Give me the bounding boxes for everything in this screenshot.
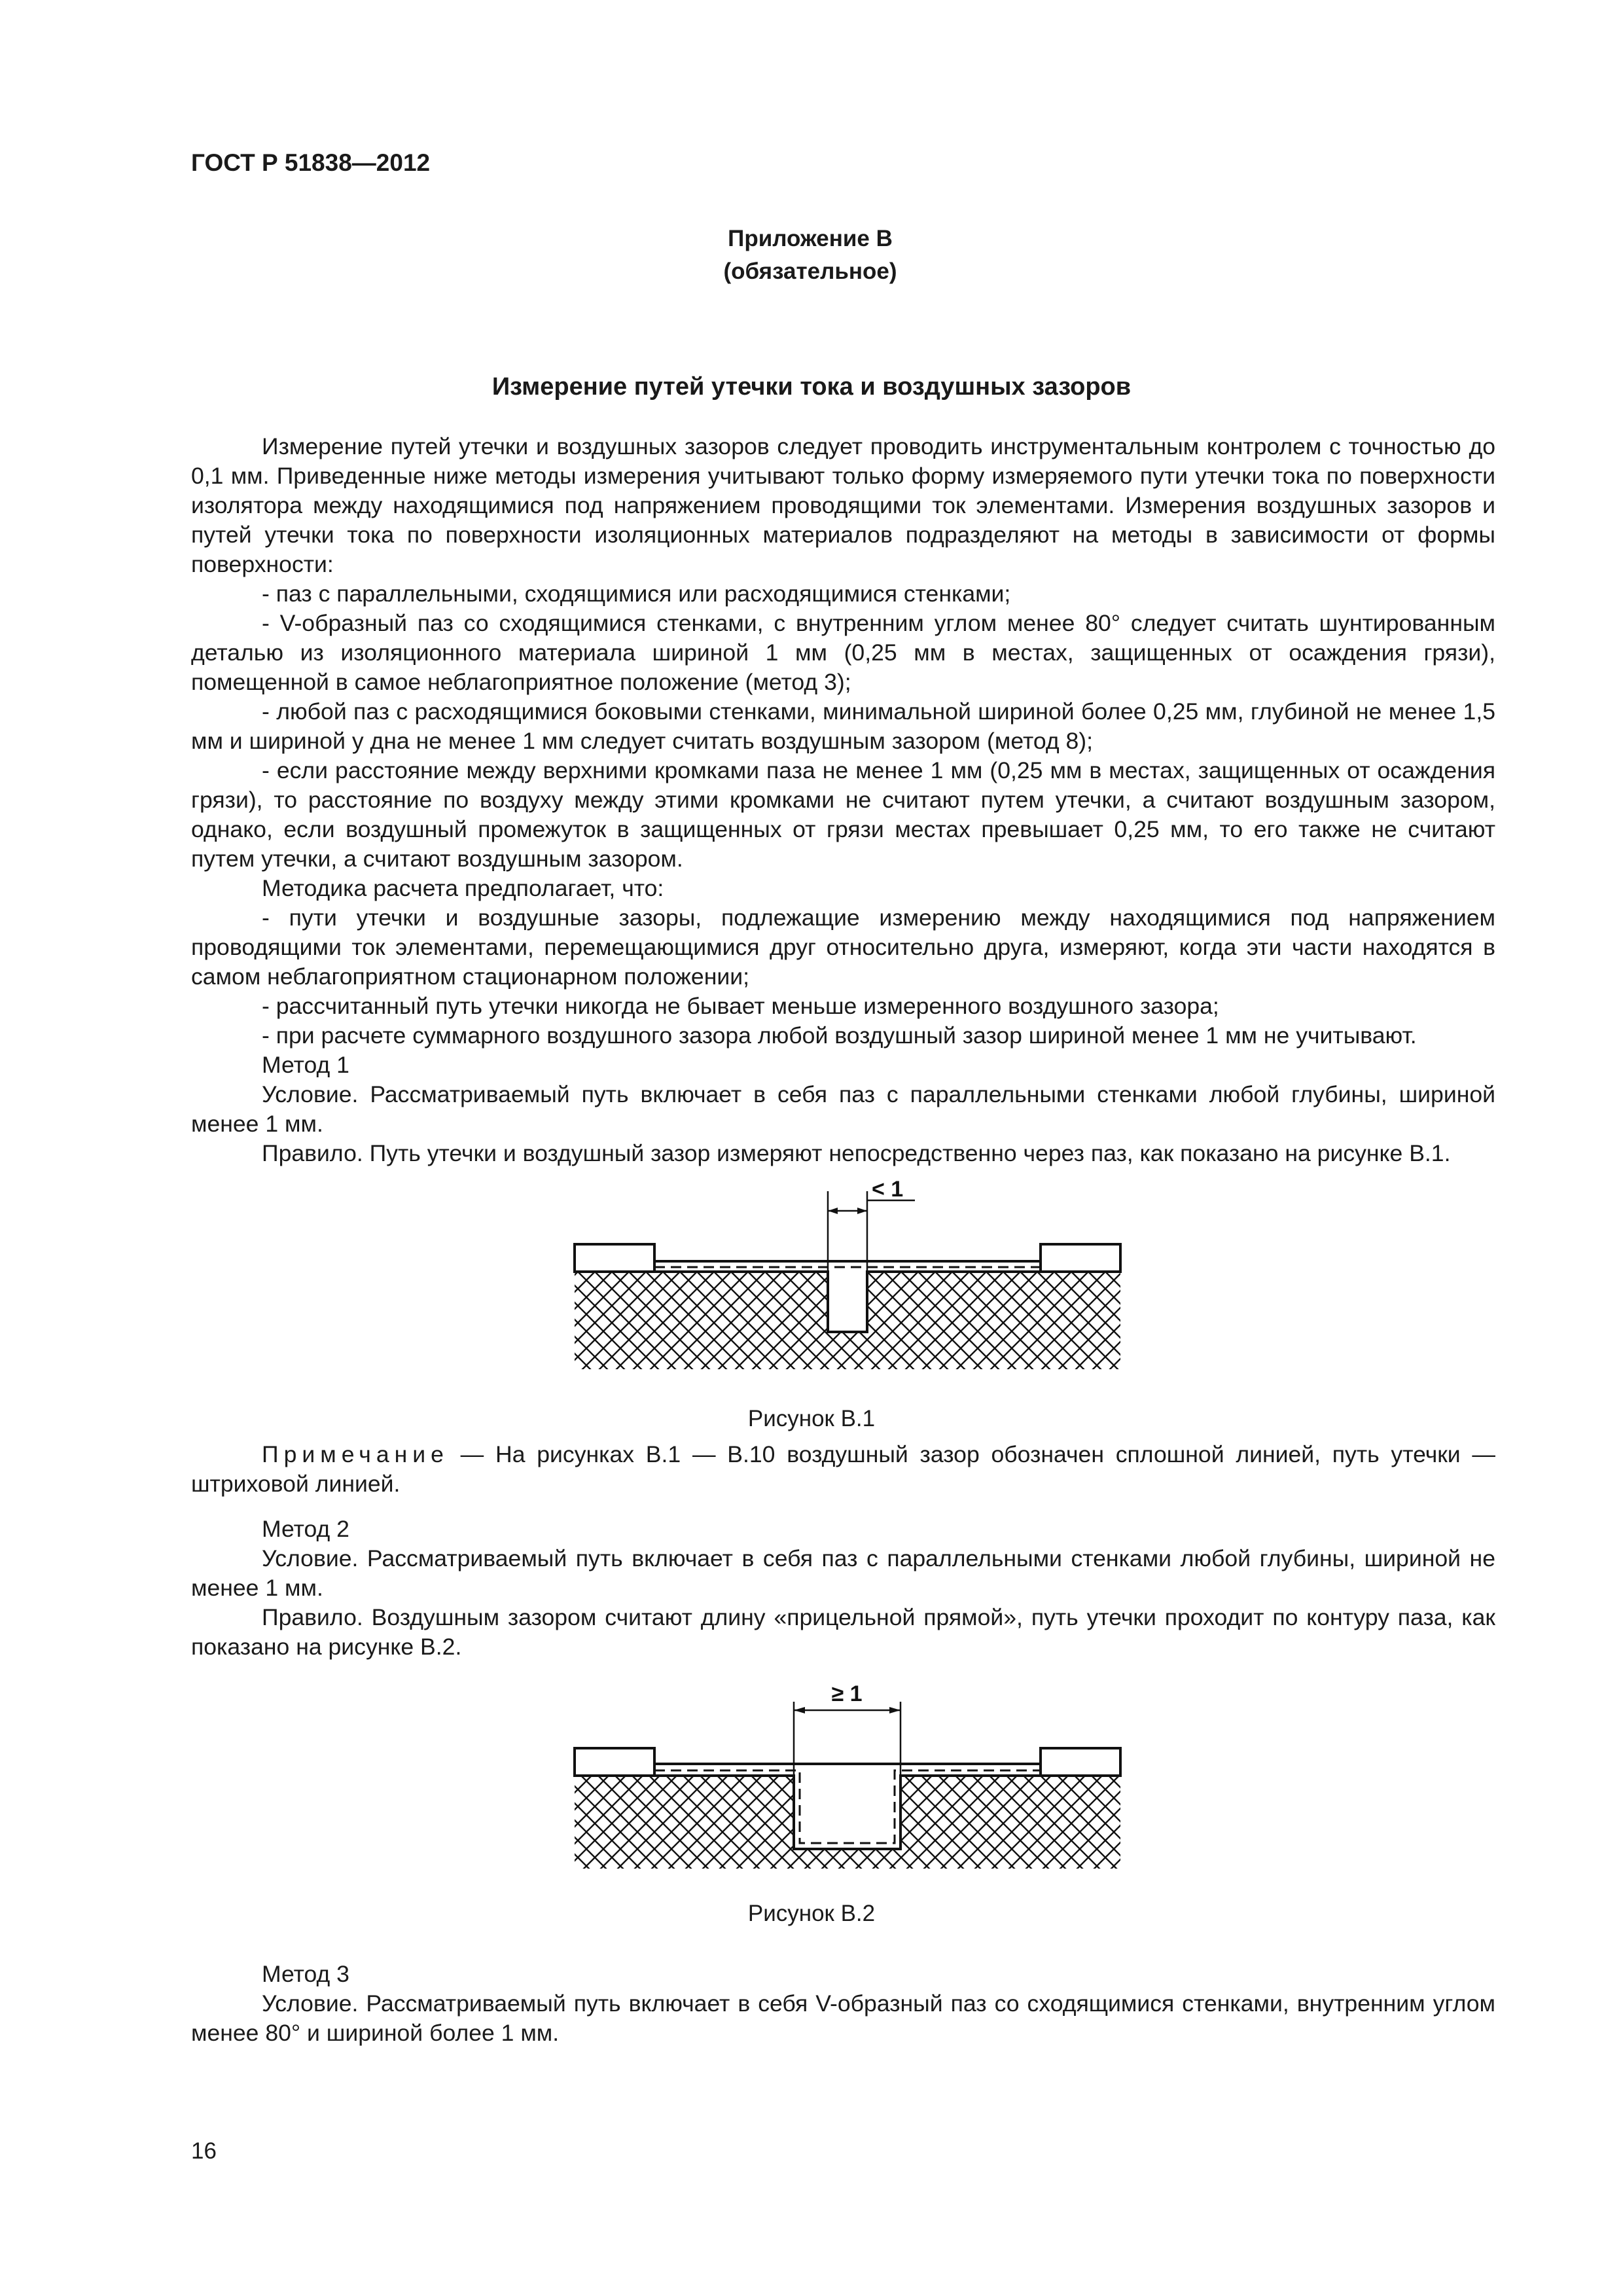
list-item: - рассчитанный путь утечки никогда не бывает меньше измеренного воздушного зазора;	[262, 993, 1219, 1019]
note-label: Примечание	[262, 1441, 449, 1467]
figure-b2-diagram	[569, 1679, 1126, 1875]
note-text: — На рисунках В.1 — В.10 воздушный зазор обозначен сплошной линией, путь утечки — штриховой линией.	[191, 1441, 1495, 1497]
figure-b1-diagram	[569, 1178, 1126, 1374]
figure-b1-caption: Рисунок В.1	[747, 1406, 876, 1431]
method-2-condition: Условие. Рассматриваемый путь включает в себя паз с параллельными стенками любой глубины, шириной не менее 1 мм.	[191, 1545, 1495, 1601]
list-item: - если расстояние между верхними кромками паза не менее 1 мм (0,25 мм в местах, защищенных от осаждения грязи), то расстояние по воздуху между этими кромками не считают путем утечки, а считают воздушным зазором, однако, если воздушный промежуток в защищенных от грязи местах превышает 0,25 мм, то его также не считают путем утечки, а считают воздушным зазором.	[191, 757, 1495, 872]
conductor-left	[575, 1748, 654, 1776]
method-1-rule: Правило. Путь утечки и воздушный зазор измеряют непосредственно через паз, как показано на рисунке В.1.	[262, 1140, 1451, 1166]
text-block-3	[191, 1960, 1495, 2048]
insulator-body	[575, 1272, 1120, 1369]
section-title: Измерение путей утечки тока и воздушных зазоров	[491, 373, 1132, 401]
method-1-condition: Условие. Рассматриваемый путь включает в себя паз с параллельными стенками любой глубины, шириной менее 1 мм.	[191, 1081, 1495, 1137]
method-3-heading: Метод 3	[262, 1961, 349, 1987]
note	[191, 1440, 1495, 1499]
text-block-1	[191, 432, 1495, 1168]
note-block	[191, 1440, 1495, 1499]
list-item: - при расчете суммарного воздушного зазора любой воздушный зазор шириной менее 1 мм не учитывают.	[262, 1022, 1417, 1049]
text-block-2	[191, 1515, 1495, 1662]
list-item: - пути утечки и воздушные зазоры, подлежащие измерению между находящимися под напряжением проводящими ток элементами, перемещающимися друг относительно друга, измеряют, когда эти части находятся в самом неблагоприятном стационарном положении;	[191, 905, 1495, 990]
page-number: 16	[191, 2138, 217, 2164]
method-2-heading: Метод 2	[262, 1516, 349, 1542]
appendix-title: Приложение В	[728, 226, 893, 251]
method-2-rule: Правило. Воздушным зазором считают длину «прицельной прямой», путь утечки проходит по контуру паза, как показано на рисунке В.2.	[191, 1604, 1495, 1660]
dimension-label: < 1	[872, 1178, 904, 1202]
appendix-status: (обязательное)	[723, 259, 897, 284]
method-1-heading: Метод 1	[262, 1052, 349, 1078]
figure-b2-caption: Рисунок В.2	[747, 1901, 876, 1926]
paragraph: Измерение путей утечки и воздушных зазоров следует проводить инструментальным контролем с точностью до 0,1 мм. Приведенные ниже методы измерения учитывают только форму измеряемого пути утечки тока по поверхности изолятора между находящимися под напряжением проводящими ток элементами. Измерения воздушных зазоров и путей утечки тока по поверхности изоляционных материалов подразделяют на методы в зависимости от формы поверхности:	[191, 433, 1495, 577]
appendix-heading	[0, 223, 1623, 288]
list-item: - паз с параллельными, сходящимися или расходящимися стенками;	[262, 581, 1011, 607]
conductor-right	[1041, 1748, 1120, 1776]
dimension-label: ≥ 1	[831, 1681, 863, 1706]
list-item: - любой паз с расходящимися боковыми стенками, минимальной шириной более 0,25 мм, глубиной не менее 1,5 мм и шириной у дна не менее 1 мм следует считать воздушным зазором (метод 8);	[191, 698, 1495, 754]
insulator-body	[575, 1776, 1120, 1869]
paragraph: Методика расчета предполагает, что:	[262, 875, 664, 901]
list-item: - V-образный паз со сходящимися стенками, с внутренним углом менее 80° следует считать шунтированным деталью из изоляционного материала шириной 1 мм (0,25 мм в местах, защищенных от осаждения грязи), помещенной в самое неблагоприятное положение (метод 3);	[191, 610, 1495, 695]
conductor-left	[575, 1244, 654, 1272]
document-header: ГОСТ Р 51838—2012	[191, 149, 431, 176]
conductor-right	[1041, 1244, 1120, 1272]
method-3-condition: Условие. Рассматриваемый путь включает в себя V-образный паз со сходящимися стенками, внутренним углом менее 80° и шириной более 1 мм.	[191, 1990, 1495, 2046]
